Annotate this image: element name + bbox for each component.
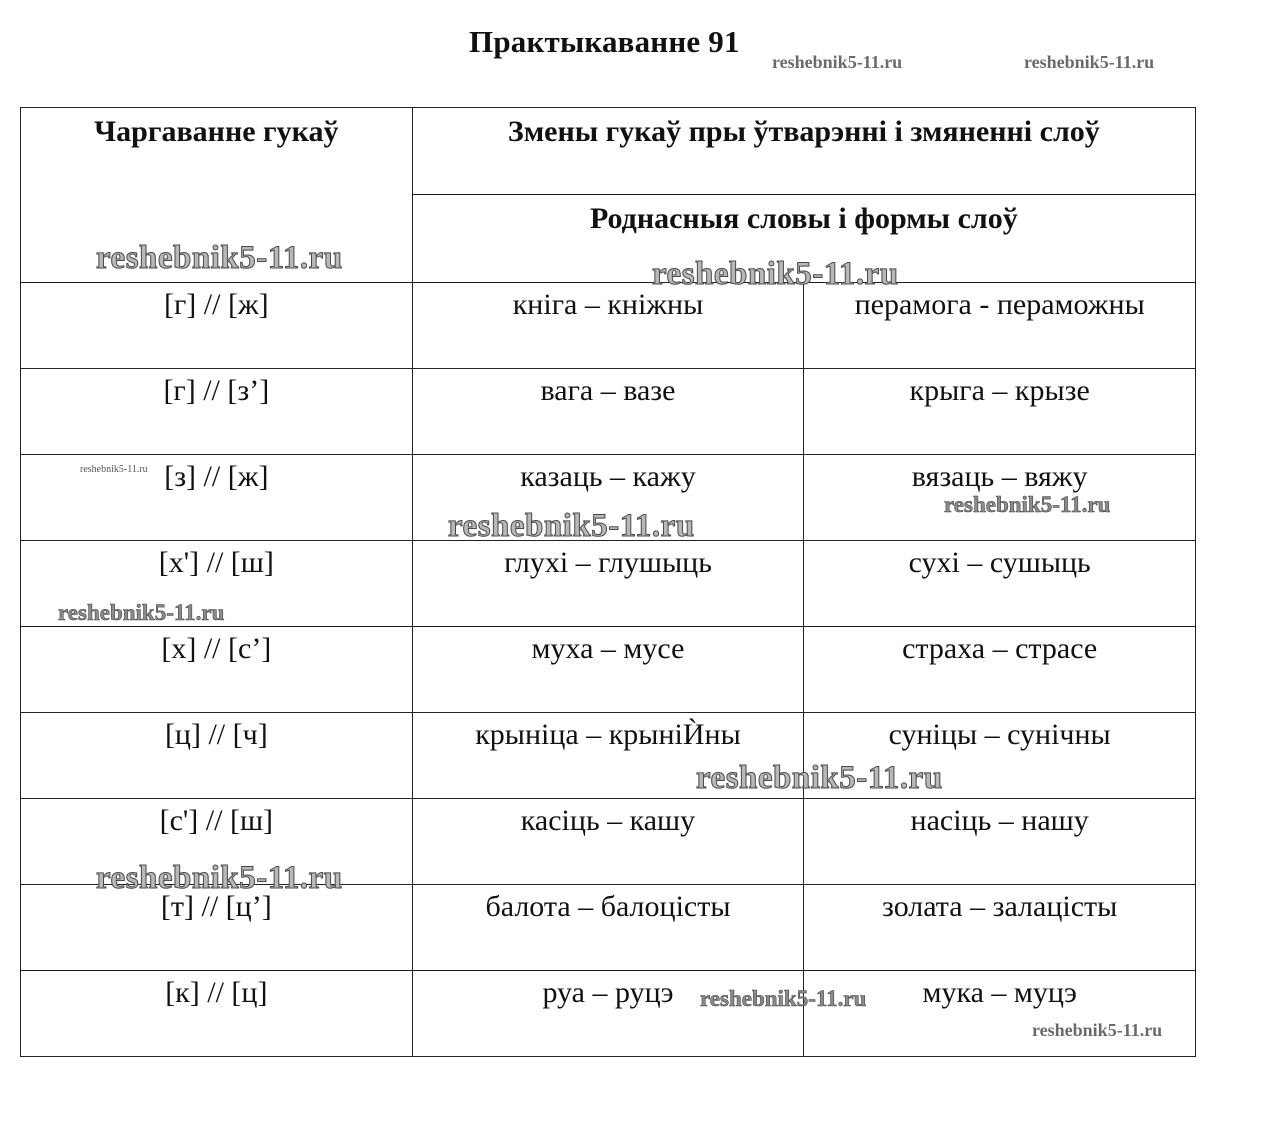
- watermark: reshebnik5-11.ru: [58, 600, 225, 625]
- sound-cell: [к] // [ц]: [21, 971, 413, 1057]
- example-cell: суніцы – сунічны: [804, 713, 1196, 799]
- watermark: reshebnik5-11.ru: [944, 492, 1111, 517]
- watermark: reshebnik5-11.ru: [96, 860, 343, 896]
- sound-cell: [г] // [ж]: [21, 283, 413, 369]
- example-cell: касіць – кашу: [412, 799, 804, 885]
- example-cell: крыніца – крыніЍны: [412, 713, 804, 799]
- example-cell: золата – залацісты: [804, 885, 1196, 971]
- table-header-row: [21, 108, 1196, 195]
- sound-cell: [т] // [ц’]: [21, 885, 413, 971]
- header-changes: Змены гукаў пры ўтварэнні і змяненні слоў: [412, 108, 1195, 195]
- sound-cell: [с'] // [ш]: [21, 799, 413, 885]
- example-cell: кніга – кніжны: [412, 283, 804, 369]
- page-title: Практыкаванне 91: [469, 24, 740, 59]
- example-cell: крыга – крызе: [804, 369, 1196, 455]
- watermark: reshebnik5-11.ru: [696, 760, 943, 796]
- table-row: [21, 971, 1196, 1057]
- watermark: reshebnik5-11.ru: [1032, 1020, 1163, 1040]
- watermark: reshebnik5-11.ru: [652, 256, 899, 292]
- header-alternation: Чаргаванне гукаў: [21, 108, 413, 283]
- sound-cell: [г] // [з’]: [21, 369, 413, 455]
- table-row: [21, 713, 1196, 799]
- example-cell: страха – страсе: [804, 627, 1196, 713]
- table-row: [21, 885, 1196, 971]
- example-cell: глухі – глушыць: [412, 541, 804, 627]
- watermark: reshebnik5-11.ru: [700, 986, 867, 1011]
- example-cell: мука – муцэ: [804, 971, 1196, 1057]
- example-cell: сухі – сушыць: [804, 541, 1196, 627]
- example-cell: казаць – кажу: [412, 455, 804, 541]
- example-cell: вага – вазе: [412, 369, 804, 455]
- example-cell: вязаць – вяжу: [804, 455, 1196, 541]
- example-cell: муха – мусе: [412, 627, 804, 713]
- table-row: [21, 627, 1196, 713]
- watermark: reshebnik5-11.ru: [772, 52, 903, 72]
- table-row: [21, 369, 1196, 455]
- sound-cell: [з] // [ж]: [21, 455, 413, 541]
- watermark: reshebnik5-11.ru: [448, 508, 695, 544]
- example-cell: руа – руцэ: [412, 971, 804, 1057]
- example-cell: перамога - пераможны: [804, 283, 1196, 369]
- sound-cell: [х] // [с’]: [21, 627, 413, 713]
- table-row: [21, 283, 1196, 369]
- sound-cell: [х'] // [ш]: [21, 541, 413, 627]
- example-cell: насіць – нашу: [804, 799, 1196, 885]
- watermark: reshebnik5-11.ru: [1024, 52, 1155, 72]
- sound-cell: [ц] // [ч]: [21, 713, 413, 799]
- example-cell: балота – балоцісты: [412, 885, 804, 971]
- watermark: reshebnik5-11.ru: [80, 464, 148, 475]
- header-related-words: Роднасныя словы і формы слоў: [412, 195, 1195, 283]
- watermark: reshebnik5-11.ru: [96, 240, 343, 276]
